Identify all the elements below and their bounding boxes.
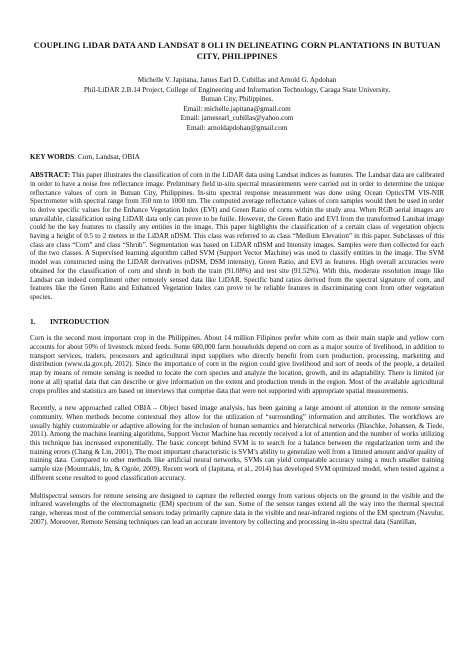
- keywords-line: [30, 153, 444, 163]
- body-paragraph: Corn is the second most important crop in the Philippines. About 14 million Filipinos prefer white corn as their main staple and yellow corn accounts for about 50% of livestock mixed feeds. Some 600,000 farm households depend on corn as a major source of livelihood, in addition to transport services, traders, processors and agricultural input suppliers who directly benefit from corn production, processing, marketing and distribution (www.da.gov.ph, 2012). Since the importance of corn in the region could give livelihood and sort of needs of the people, a detailed map by means of remote sensing is needed to locate the corn species and analyze the location, growth, and its adaptability. There is limited (or none at all) spatial data that can describe or give information on the extent and production trends in the region. Most of the available agricultural crops profiles and statistics are based on interviews that comprise data that were not supported with appropriate spatial measurements.: [30, 334, 444, 395]
- author-email: Email: arnoldapdohan@gmail.com: [186, 123, 288, 132]
- author-block: [30, 76, 444, 134]
- affiliation: Phil-LiDAR 2.B.14 Project, College of Engineering and Information Technology, Caraga State University,: [83, 85, 391, 94]
- keywords-text: : Corn, Landsat, OBIA: [74, 152, 140, 161]
- abstract-text: This paper illustrates the classification of corn in the LiDAR data using Landsat indices as features. The Landsat data are calibrated in order to have a noise free reflectance image. Preliminary field in-situ spectral measurements were carried out in order to determine the unique reflectance values of corn in Butuan City, Philippines. In-situ spectral response measurement was done using Ocean OpticsTM VIS-NIR Spectrometer with spectral range from 350 nm to 1000 nm. The computed average reflectance values of corn samples would then be used in order to derive specific values for the Enhance Vegetation Index (EVI) and Green Ratio of corns within the study area. When RGB aerial images are unavailable, classification using LiDAR data only can prove to be futile. However, the Green Ratio and EVI from the transformed Landsat image could be the key features to classify any entities in the image. This paper highlights the classification of a certain class of vegetation objects having a height of 0.5 to 2 meters in the LiDAR nDSM. This class was referred to as class “Medium Elevation” in this paper. Subclasses of this class are class “Corn” and class “Shrub”. Segmentation was based on LiDAR nDSM and Intensity images. Samples were then collected for each of the two classes. A Supervised learning algorithm called SVM (Support Vector Machine) was used to classify entities in the image. The SVM model was constructed using the LiDAR derivatives (nDSM, DSM intensity), Green Ratio, and EVI as features. High overall accuracies were obtained for the classification of corn and shrub in both the train (91.08%) and test site (91.52%). With this, moderate resolution image like Landsat can indeed compliment other remotely sensed data like LiDAR. Specific band ratios derived from the spectral signature of corn, and features like the Green Ratio and Enhanced Vegetation Index can prove to be reliable features in discriminating corn from other vegetation species.: [30, 171, 444, 301]
- section-title: INTRODUCTION: [50, 316, 110, 326]
- author-email: Email: jamesearl_cubillas@yahoo.com: [180, 114, 294, 123]
- section-heading: [30, 317, 444, 327]
- author-email: Email: michelle.japitana@gmail.com: [183, 104, 291, 113]
- abstract-label: ABSTRACT:: [30, 171, 71, 180]
- affiliation-city: Butuan City, Philippines,: [200, 95, 274, 104]
- paper-title: COUPLING LIDAR DATA AND LANDSAT 8 OLI IN DELINEATING CORN PLANTATIONS IN BUTUAN CITY, PHILIPPINES: [33, 40, 441, 61]
- body-paragraph: Multispectral sensors for remote sensing are designed to capture the reflected energy from various objects on the ground in the visible and the infrared wavelengths of the electromagnetic (EM) spectrum of the sun. Some of the sensor ranges extend all the way into the thermal spectral range, whereas most of the commercial sensors today primarily capture data in the visible and near-infrared regions of the EM spectrum (Navulur, 2007). Moreover, Remote Sensing techniques can lead an accurate inventory by collecting and processing in-situ spectral data (Santillan,: [30, 491, 444, 526]
- abstract: [30, 171, 444, 302]
- body-paragraph: Recently, a new approached called OBIA – Object based image analysis, has been gaining a large amount of attention in the remote sensing community. When methods become contextual they allow for the utilization of “surrounding” information and attributes. The workflows are usually highly customizable or adaptive allowing for the inclusion of human semantics and hierarchical networks (Blaschke, Johansen, & Tiede, 2011). Among the machine learning algorithms, Support Vector Machine has recently received a lot of attention and the number of works utilizing this technique has increased exponentially. The basic concept behind SVM is to search for a balance between the regularization term and the training errors (Chang & Lin, 2001). The most important characteristic is SVM’s ability to generalize well from a limited amount and/or quality of training data. Compared to other methods like artificial neural networks, SVMs can yield comparable accuracy using a much smaller training sample size (Mountrakis, Im, & Ogole, 2009). Recent work of (Japitana, et al., 2014) has developed SVM optimized model, when tested against a different scene resulted to good classification accuracy.: [30, 404, 444, 482]
- keywords-label: KEY WORDS: [30, 152, 75, 161]
- section-number: 1.: [30, 316, 36, 326]
- author-names: Michelle V. Japitana, James Earl D. Cubillas and Arnold G. Apdohan: [137, 76, 337, 84]
